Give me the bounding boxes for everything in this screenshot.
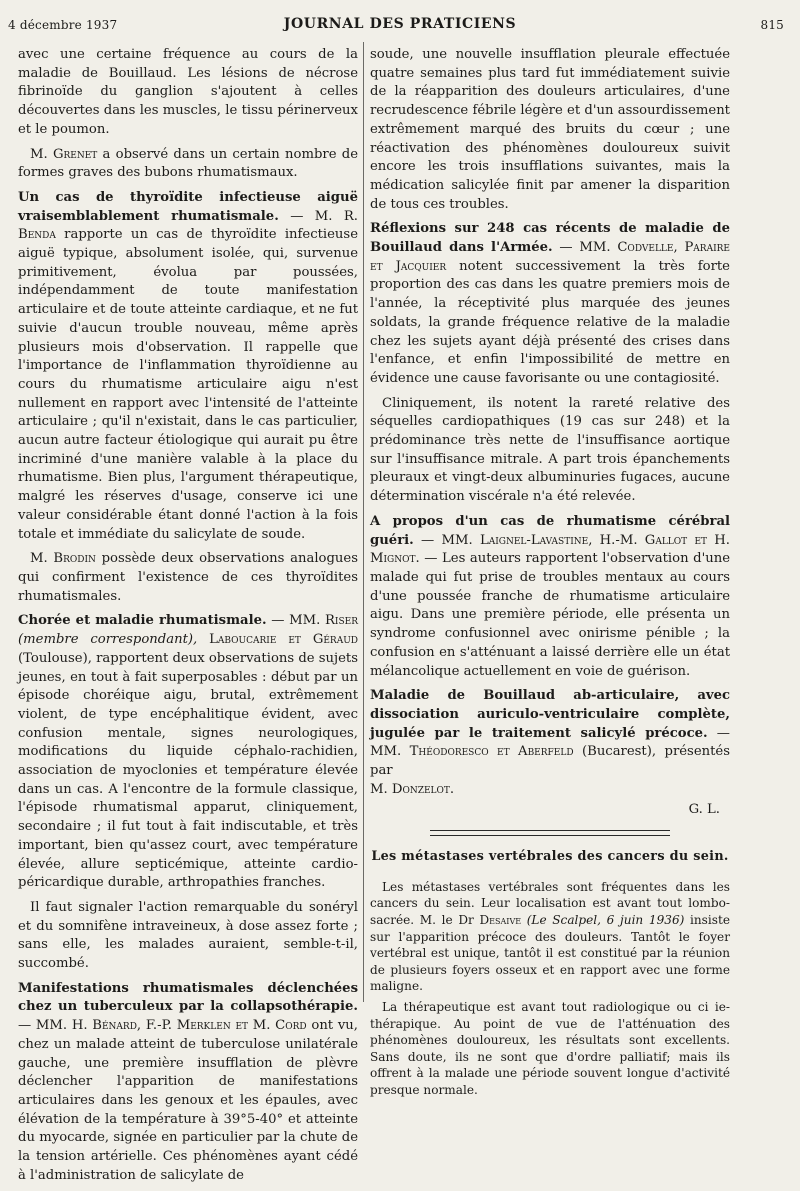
article-entry — [370, 687, 730, 781]
author-name: Desaive — [479, 913, 522, 928]
section-title: Les métastases vertébrales des cancers du sein. — [371, 849, 729, 865]
section-divider — [430, 830, 670, 836]
paragraph: avec une certaine fréquence au cours de la maladie de Bouillaud. Les lésions de nécrose fibrinoïde du ganglion s'ajoutent à celles découvertes dans les muscles, le tissu périnerveux et le poumon. — [18, 47, 358, 137]
paragraph — [370, 879, 730, 995]
paragraph-text: insiste sur l'apparition précoce des douleurs. Tantôt le foyer vertébral est unique, tantôt il est constitué par la réunion de plusieurs foyers osseux et en rapport avec une forme maligne. — [370, 913, 730, 994]
paragraph-text: possède deux observations analogues qui confirment l'existence de ces thyroïdites rhumatismales. — [18, 551, 358, 604]
author-name: — MM. Riser — [266, 613, 358, 629]
article-entry — [370, 513, 730, 681]
article-heading: Chorée et maladie rhumatismale. — [18, 613, 267, 629]
article-text: (Bucarest), présentés par — [370, 744, 730, 779]
author-name: — MM. Théodoresco et Aberfeld — [370, 725, 730, 760]
article-entry — [18, 980, 358, 1186]
article-text: notent successivement la très forte proportion des cas dans les quatre premiers mois de l'année, la réceptivité plus marquée des jeunes soldats, la grande fréquence relative de la maladie chez les sujets ayant déjà présenté des crises dans l'enfance, et enfin l'impossibilité de mettre en évidence une cause favorisante ou une contagiosité. — [370, 258, 730, 386]
author-role: (membre correspondant), — [18, 632, 198, 648]
article-heading: Manifestations rhumatismales déclenchées chez un tuberculeux par la collapsothérapie. — [18, 980, 358, 1015]
article-heading: A propos d'un cas de rhumatisme cérébral guéri. — [370, 513, 730, 548]
issue-date: 4 décembre 1937 — [8, 18, 118, 32]
paragraph — [18, 550, 358, 606]
journal-title: JOURNAL DES PRATICIENS — [283, 16, 517, 32]
presenter-name: M. Donzelot. — [370, 781, 455, 797]
right-column — [370, 46, 730, 1103]
article-heading: Un cas de thyroïdite infectieuse aiguë vraisemblablement rhumatismale. — [18, 189, 358, 224]
article-text: (Toulouse), rapportent deux observations de sujets jeunes, en tout à fait superposables : début par un épisode choréique aigu, brutal, extrêmement violent, de type encéphalitique évident, avec confusion mentale, signes neurologiques, modifications du liquide céphalo-rachidien, association de myoclonies et température élevée dans un cas. A l'encontre de la formule classique, l'épisode rhumatismal apparut, cliniquement, secondaire ; il fut tout à fait indiscutable, et très important, bien qu'assez court, avec température élevée, allure septicémique, atteinte cardio-péricardique durable, arthropathies franches. — [18, 650, 358, 891]
paragraph: Il faut signaler l'action remarquable du sonéryl et du somnifène intraveineux, à dose assez forte ; sans elle, les malades auraient, semble-t-il, succombé. — [18, 899, 358, 972]
paragraph-text: a observé dans un certain nombre de formes graves des bubons rhumatismaux. — [18, 146, 359, 181]
author-name: — MM. Codvelle, Paraire et Jacquier — [370, 240, 730, 274]
column-divider — [363, 42, 364, 1002]
article-heading: Maladie de Bouillaud ab-articulaire, avec dissociation auriculo-ventriculaire complète, jugulée par le traitement salicylé précoce. — [370, 688, 730, 741]
author-name: — MM. Laignel-Lavastine, H.-M. Gallot et H. Mignot. — [370, 532, 730, 567]
article-text: — Les auteurs rapportent l'observation d'une malade qui fut prise de troubles mentaux au cours d'une poussée franche de rhumatisme articulaire aigu. Dans une première période, elle présenta un syndrome confusionnel avec onirisme pénible ; la confusion en s'atténuant a laissé derrière elle un état mélancolique actuellement en voie de guérison. — [370, 551, 730, 679]
paragraph-text: Les métastases vertébrales sont fréquentes dans les cancers du sein. Leur localisation est avant tout lombo-sacrée. M. le Dr — [370, 879, 730, 928]
author-name: — M. R. Benda — [18, 208, 358, 243]
author-name: M. Grenet — [30, 146, 98, 162]
article-text: ont vu, chez un malade atteint de tuberculose unilatérale gauche, une première insufflation de plèvre déclencher l'apparition de manifestations articulaires dans les genoux et les épaules, avec élévation de la température à 39°5-40° et atteinte du myocarde, signée en particulier par la chute de la tension artérielle. Ces phénomènes ayant cédé à l'administration de salicylate de — [18, 1018, 358, 1183]
signature: G. L. — [688, 802, 720, 818]
paragraph — [18, 146, 358, 183]
paragraph: La thérapeutique est avant tout radiologique ou ci ie-thérapique. Au point de vue de l'atténuation des phénomènes douloureux, les résultats sont excellents. Sans doute, ils ne sont que d'ordre palliatif; mais ils offrent à la malade une période souvent longue d'activité presque normale. — [370, 999, 730, 1097]
article-text: rapporte un cas de thyroïdite infectieuse aiguë typique, absolument isolée, qui, survenue primitivement, évolua par poussées, indépendamment de toute manifestation articulaire et de toute atteinte cardiaque, et ne fut suivie d'aucun trouble nouveau, même après plusieurs mois d'observation. Il rappelle que l'importance de l'inflammation thyroïdienne au cours du rhumatisme articulaire aigu n'est nullement en rapport avec l'intensité de l'atteinte articulaire ; qu'il n'existait, dans le cas particulier, aucun autre facteur étiologique qui aurait pu être incriminé d'une manière valable à la place du rhumatisme. Bien plus, l'argument thérapeutique, malgré les réserves d'usage, conserve ici une valeur considérable étant donné l'action à la fois totale et immédiate du salicylate de soude. — [18, 227, 358, 542]
metastases-article — [370, 879, 730, 1099]
author-name: — MM. H. Bénard, F.-P. Merklen et M. Cord — [18, 1018, 307, 1034]
author-name: Laboucarie et Géraud — [197, 632, 358, 648]
article-entry — [370, 220, 730, 388]
citation: (Le Scalpel, 6 juin 1936) — [521, 913, 685, 928]
paragraph: soude, une nouvelle insufflation pleurale effectuée quatre semaines plus tard fut immédiatement suivie de la réapparition des douleurs articulaires, d'une recrudescence fébrile légère et d'un assourdissement extrêmement marqué des bruits du cœur ; une réactivation des phénomènes douloureux suivit encore les trois insufflations suivantes, mais la médication salicylée finit par amener la disparition de tous ces troubles. — [370, 47, 730, 212]
article-heading: Réflexions sur 248 cas récents de maladie de Bouillaud dans l'Armée. — [370, 221, 730, 256]
article-entry — [18, 612, 358, 893]
author-name: M. Brodin — [30, 551, 96, 567]
page-number: 815 — [760, 18, 784, 32]
left-column — [18, 46, 358, 1191]
paragraph: Cliniquement, ils notent la rareté relative des séquelles cardiopathiques (19 cas sur 248) et la prédominance très nette de l'insuffisance aortique sur l'insuffisance mitrale. A part trois épanchements pleuraux et vingt-deux albuminuries fugaces, aucune détermination viscérale n'a été relevée. — [370, 395, 730, 505]
article-entry — [18, 189, 358, 544]
running-head — [0, 14, 800, 36]
